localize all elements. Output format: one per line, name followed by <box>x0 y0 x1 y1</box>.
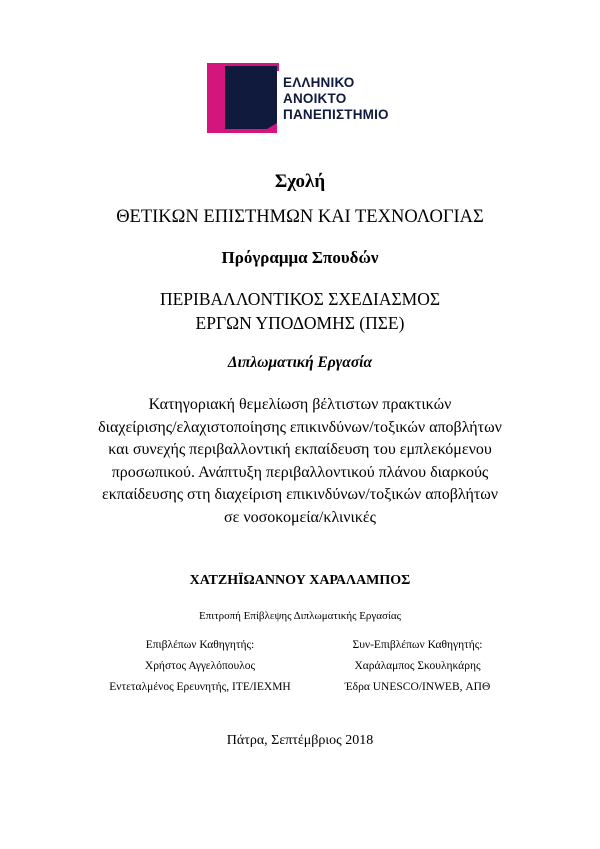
supervisor-affiliation: Εντεταλμένος Ερευνητής, ΙΤΕ/ΙΕΧΜΗ <box>109 681 291 693</box>
title-line: σε νοσοκομεία/κλινικές <box>224 508 376 526</box>
title-line: και συνεχής περιβαλλοντική εκπαίδευση του εμπλεκόμενου <box>108 441 492 458</box>
university-logo <box>207 63 397 133</box>
logo-mark-icon <box>207 63 279 133</box>
committee-label: Επιτροπή Επίβλεψης Διπλωματικής Εργασίας <box>198 610 402 622</box>
program-line-2: ΕΡΓΩΝ ΥΠΟΔΟΜΗΣ (ΠΣΕ) <box>195 313 405 333</box>
thesis-title <box>0 394 600 529</box>
program-label: Πρόγραμμα Σπουδών <box>221 248 379 267</box>
logo-text <box>283 75 389 123</box>
title-line: προσωπικού. Ανάπτυξη περιβαλλοντικού πλάνου διαρκούς <box>111 463 489 481</box>
co-supervisor-role: Συν-Επιβλέπων Καθηγητής: <box>352 639 483 651</box>
faculty-name: ΘΕΤΙΚΩΝ ΕΠΙΣΤΗΜΩΝ ΚΑΙ ΤΕΧΝΟΛΟΓΙΑΣ <box>116 207 484 227</box>
thesis-label: Διπλωματική Εργασία <box>227 354 373 371</box>
co-supervisor-block <box>320 635 515 698</box>
title-line: εκπαίδευσης στη διαχείριση επικινδύνων/τοξικών αποβλήτων <box>101 486 499 503</box>
place-date: Πάτρα, Σεπτέμβριος 2018 <box>226 733 374 748</box>
supervisor-name: Χρήστος Αγγελόπουλος <box>144 660 256 672</box>
co-supervisor-affiliation: Έδρα UNESCO/INWEB, ΑΠΘ <box>344 681 491 693</box>
school-label: Σχολή <box>274 171 326 192</box>
logo-line-1: ΕΛΛΗΝΙΚΟ <box>283 75 355 90</box>
logo-line-2: ΑΝΟΙΚΤΟ <box>283 91 347 106</box>
supervisor-block <box>95 635 305 698</box>
author-name: ΧΑΤΖΗΪΩΑΝΝΟΥ ΧΑΡΑΛΑΜΠΟΣ <box>189 573 411 588</box>
supervisor-role: Επιβλέπων Καθηγητής: <box>145 639 255 651</box>
logo-line-3: ΠΑΝΕΠΙΣΤΗΜΙΟ <box>283 107 389 122</box>
co-supervisor-name: Χαράλαμπος Σκουληκάρης <box>354 660 481 672</box>
program-name <box>0 287 600 335</box>
title-line: Κατηγοριακή θεμελίωση βέλτιστων πρακτικών <box>148 396 452 413</box>
program-line-1: ΠΕΡΙΒΑΛΛΟΝΤΙΚΟΣ ΣΧΕΔΙΑΣΜΟΣ <box>159 289 441 309</box>
title-line: διαχείρισης/ελαχιστοποίησης επικινδύνων/τοξικών αποβλήτων <box>98 418 502 436</box>
